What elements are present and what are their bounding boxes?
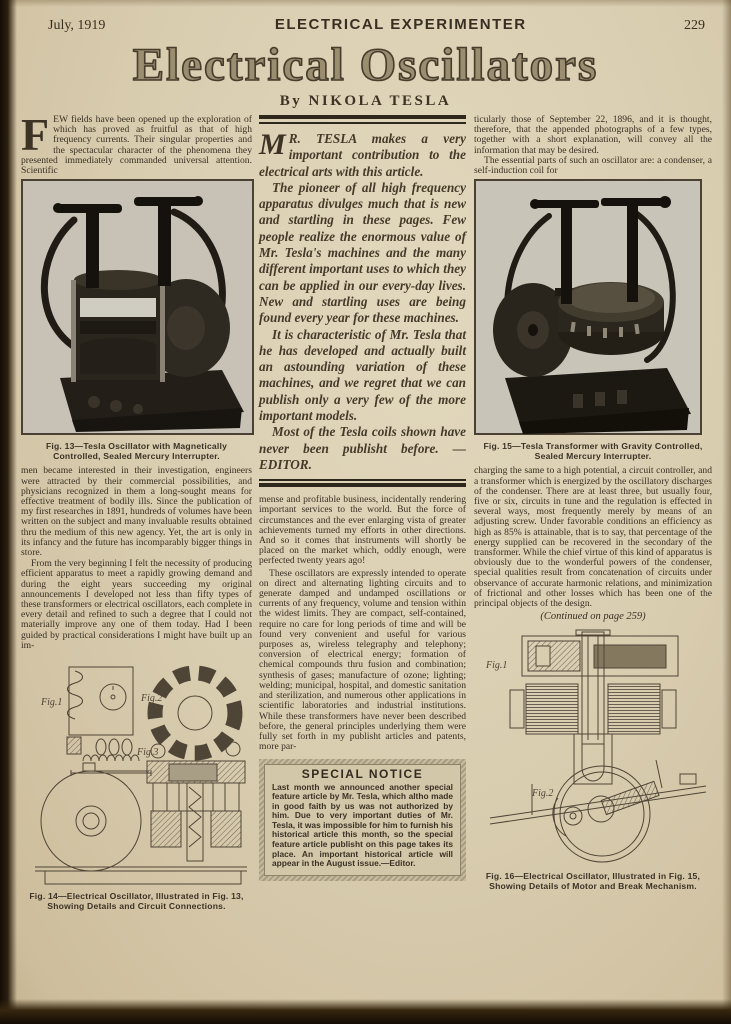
fig16-label-fig2: Fig.2: [532, 788, 554, 800]
fig15-caption: Fig. 15—Tesla Transformer with Gravity Controlled, Sealed Mercury Interrupter.: [483, 441, 703, 462]
editor-note: [259, 128, 466, 473]
figure-16: [474, 628, 712, 890]
page-number: 229: [684, 18, 705, 33]
article-title: Electrical Oscillators: [132, 39, 599, 91]
page-edge-top: [0, 0, 731, 7]
editor-note-paragraph-3: It is characteristic of Mr. Tesla that he has developed and actually built an astounding variation of these machines, and we regret that we can publish only a very few of the more important models.: [259, 326, 466, 424]
editor-note-bottom-rule: [259, 479, 466, 487]
center-paragraph-2: These oscillators are expressly intended to operate on direct and alternating lighting circuits and to generate damped and undamped oscillations or currents of any frequency, volume and tension within the widest limits. They are compact, self-contained, require no care for long periods of time and will be found very convenient and useful for various purposes as, wireless telegraphy and telephony; conversion of electrical energy; formation of chemical compounds thru fusion and combination; synthesis of gases; manufacture of ozone; lighting; welding; municipal, hospital, and domestic sanitation and sterilization, and numerous other applications in scientific laboratories and industrial institutions. While these transformers have never been described before, the general principles underlying them were fully set forth in my publisht articles and patents, more par-: [259, 567, 466, 753]
book-spine-shadow: [0, 0, 17, 1024]
page-header: [48, 16, 705, 34]
fig16-caption: Fig. 16—Electrical Oscillator, Illustrated in Fig. 15, Showing Details of Motor and Break Mechanism.: [485, 870, 701, 891]
editor-note-paragraph-1: [259, 128, 466, 180]
article-byline: By NIKOLA TESLA: [279, 93, 452, 109]
left-paragraph-2: men became interested in their investigation, engineers were attracted by their commercial possibilities, and physicians recognized in them a long-sought means for effective treatment of bodily ills. Since the publication of my first researches in 1891, hundreds of volumes have been written on the subject and many invaluable results obtained thru the medium of this new agency. Yet, the art is only in its infancy and the future has incomparably bigger things in store.: [21, 465, 252, 559]
special-notice-body: Last month we announced another special feature article by Mr. Tesla, which altho made in good faith by us was not authorized by him. Due to very important duties of Mr. Tesla, it was impossible for him to furnish his historical article this month, so the special feature article publisht on this page takes its place. An important historical article will appear in the August issue.—Editor.: [272, 781, 453, 869]
special-notice-inner: [264, 764, 461, 876]
fig14-label-fig2: Fig.2: [141, 693, 163, 705]
left-paragraph-3: From the very beginning I felt the necessity of producing efficient apparatus to meet a rapidly growing demand and during the eight years succeeding my original announcements I developed not less than fifty types of these transformers or electrical oscillators, each complete in every detail and refined to such a degree that I could not materially improve any one of them today. Had I been guided by practical considerations I might have built up an im-: [21, 558, 252, 651]
special-notice-box: [259, 759, 466, 881]
fig15-photo-tesla-transformer: [474, 179, 702, 435]
right-paragraph-2: The essential parts of such an oscillator are: a condenser, a self-induction coil for: [474, 154, 712, 177]
fig14-caption: Fig. 14—Electrical Oscillator, Illustrated in Fig. 13, Showing Details and Circuit Connections.: [29, 891, 244, 912]
editor-note-paragraph-2: The pioneer of all high frequency apparatus divulges much that is new and startling in these pages. Few people realize the enormous value of Mr. Tesla's machines and the many different important uses to which they can be applied in our every-day lives. New and startling uses are being found every year for these machines.: [259, 179, 466, 326]
fig16-label-fig1: Fig.1: [486, 660, 508, 672]
figure-13: [21, 179, 252, 461]
special-notice-title: SPECIAL NOTICE: [301, 767, 424, 782]
page-bottom-shadow: [0, 999, 731, 1024]
dropcap-m: M: [259, 128, 286, 161]
left-paragraph-1-text: EW fields have been opened up the exploration of which has proved as fruitful as that of high frequency currents. Their singular properties and the spectacular character of the phenomena they presented immediately commanded universal attention. Scientific: [21, 114, 252, 177]
figure-14: [21, 661, 252, 911]
editor-note-paragraph-4: Most of the Tesla coils shown have never been publisht before. —EDITOR.: [259, 424, 466, 472]
fig14-label-fig3: Fig.3: [137, 747, 159, 759]
fig13-photo-tesla-oscillator: [21, 179, 254, 435]
fig13-caption: Fig. 13—Tesla Oscillator with Magnetically Controlled, Sealed Mercury Interrupter.: [45, 441, 228, 462]
fig16-diagram-motor-break-mechanism: [474, 628, 712, 864]
column-center: [259, 115, 466, 881]
right-paragraph-1: ticularly those of September 22, 1896, and it is thought, therefore, that the appended photographs of a few types, together with a short explanation, will convey all the information that may be desired.: [474, 114, 712, 156]
column-right: [474, 115, 712, 891]
fig14-label-fig1: Fig.1: [41, 697, 63, 709]
fig14-diagram-circuit-details: [21, 661, 252, 885]
editor-note-paragraph-1-text: R. TESLA makes a very important contribution to the electrical arts with this article.: [259, 131, 466, 179]
continued-note: (Continued on page 259): [540, 611, 646, 623]
figure-15: [474, 179, 712, 461]
magazine-title: ELECTRICAL EXPERIMENTER: [274, 16, 527, 33]
editor-note-top-rule: [259, 115, 466, 124]
left-paragraph-1: [21, 109, 252, 177]
issue-date: July, 1919: [48, 18, 106, 33]
page-edge-right: [722, 0, 731, 1024]
center-paragraph-1: mense and profitable business, incidentally rendering important services to the world. But the force of circumstances and the ever enlarging vista of greater achievements turned my efforts in other directions. And so it comes that instruments will shortly be placed on the market which, oddly enough, were perfected twenty years ago!: [259, 494, 466, 567]
right-paragraph-3: charging the same to a high potential, a circuit controller, and a transformer which is energized by the oscillatory discharges of the condenser. There are at least three, but usually four, five or six, circuits in tune and the regulation is effected in several ways, most frequently merely by means of an adjusting screw. Under favorable conditions an efficiency as high as 85% is attainable, that is to say, that percentage of the energy supplied can be recovered in the secondary of the transformer. While the chief virtue of this kind of apparatus is obviously due to the wonderful powers of the condenser, special qualities result from concatenation of circuits under observance of accurate harmonic relations, and minimization of frictional and other losses which has been one of the principal objects of the design.: [474, 465, 712, 610]
dropcap-f: F: [21, 109, 50, 160]
column-left: [21, 109, 252, 912]
